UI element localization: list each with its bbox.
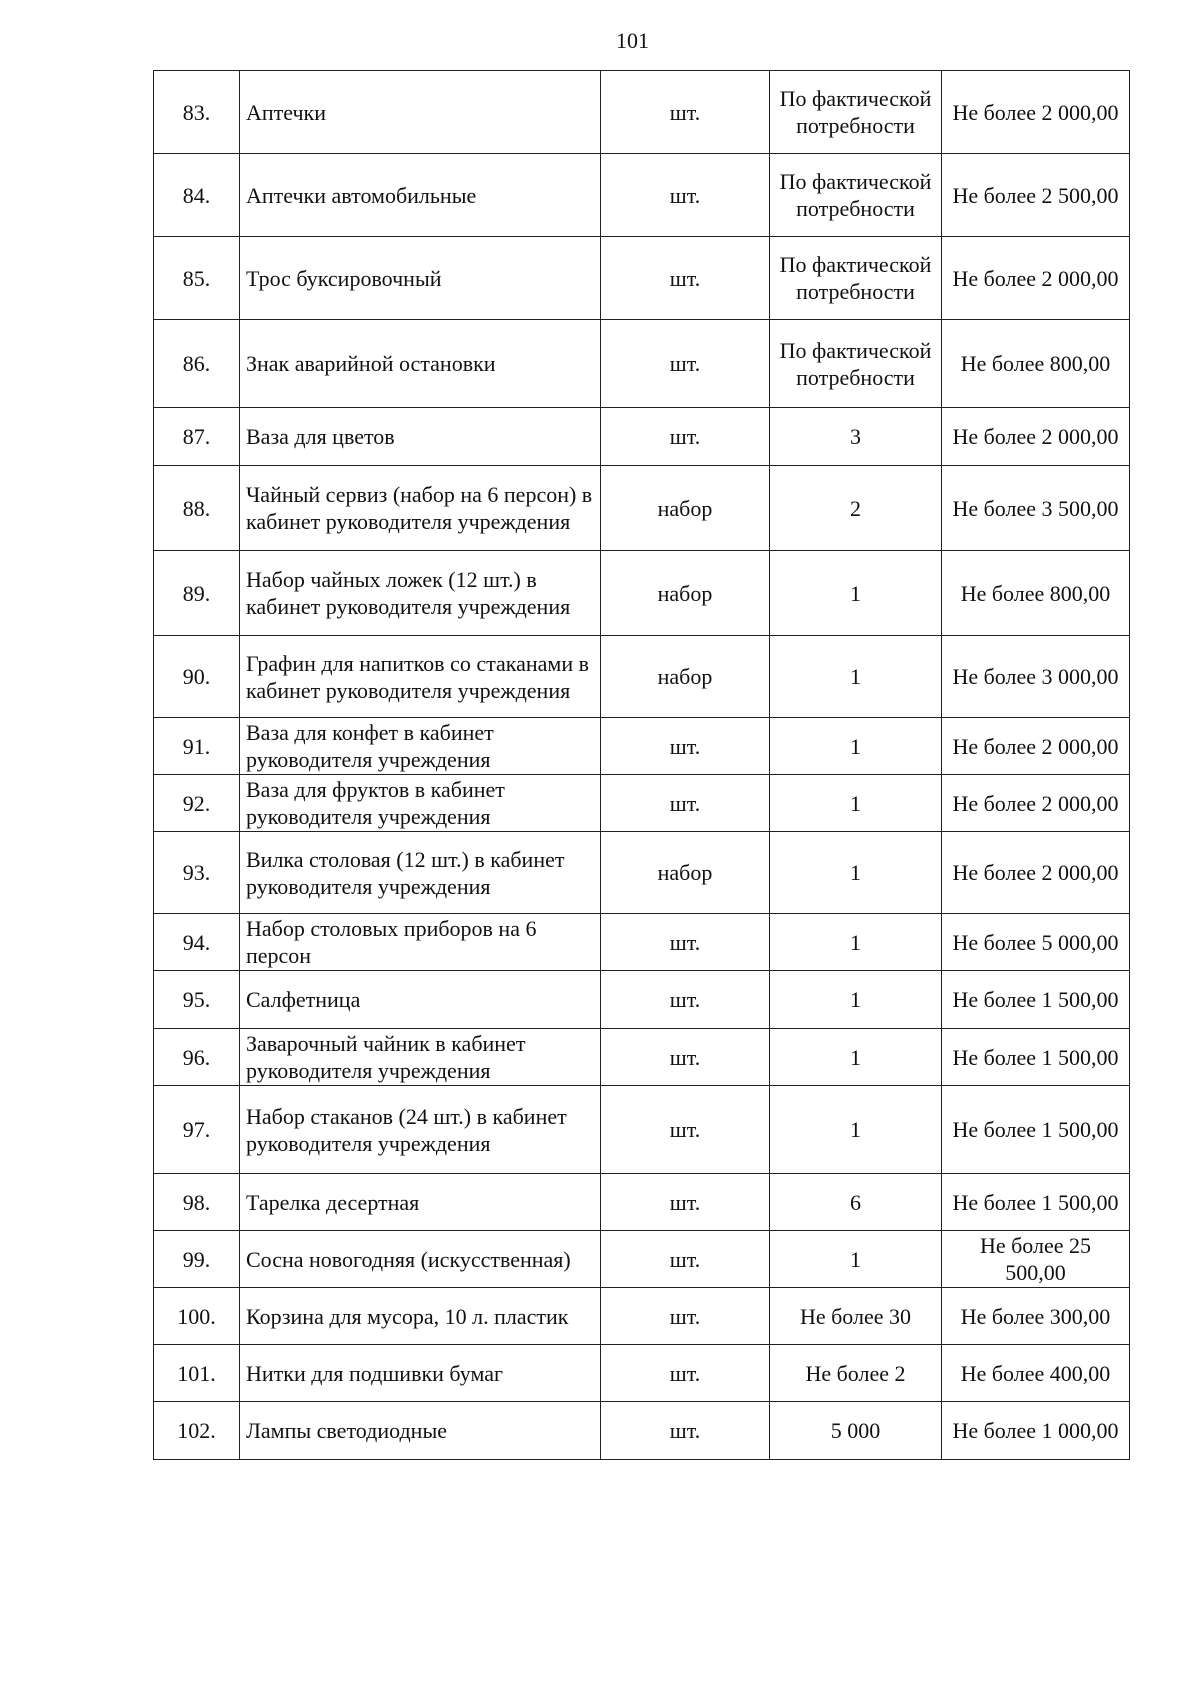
item-name-cell: Набор столовых приборов на 6 персон — [240, 914, 601, 971]
row-number-cell: 90. — [154, 636, 240, 718]
quantity-cell: По фактической потребности — [770, 71, 942, 154]
row-number-cell: 91. — [154, 718, 240, 775]
table-row — [154, 320, 1130, 408]
table-row — [154, 971, 1130, 1029]
price-cell: Не более 800,00 — [942, 320, 1130, 408]
unit-cell: шт. — [601, 408, 770, 466]
page-number: 101 — [616, 28, 649, 53]
item-name-cell: Салфетница — [240, 971, 601, 1029]
unit-cell: шт. — [601, 1345, 770, 1402]
quantity-cell: 2 — [770, 466, 942, 551]
quantity-cell: 1 — [770, 832, 942, 914]
row-number-cell: 86. — [154, 320, 240, 408]
unit-cell: шт. — [601, 775, 770, 832]
quantity-cell: По фактической потребности — [770, 320, 942, 408]
unit-cell: шт. — [601, 914, 770, 971]
items-table — [153, 70, 1130, 1460]
table-row — [154, 1345, 1130, 1402]
row-number-cell: 85. — [154, 237, 240, 320]
table-row — [154, 1288, 1130, 1345]
table-row — [154, 1231, 1130, 1288]
table-row — [154, 775, 1130, 832]
price-cell: Не более 1 500,00 — [942, 1029, 1130, 1086]
item-name-cell: Нитки для подшивки бумаг — [240, 1345, 601, 1402]
price-cell: Не более 2 000,00 — [942, 408, 1130, 466]
price-cell: Не более 2 000,00 — [942, 718, 1130, 775]
unit-cell: шт. — [601, 1174, 770, 1231]
quantity-cell: 1 — [770, 914, 942, 971]
unit-cell: шт. — [601, 154, 770, 237]
table-row — [154, 914, 1130, 971]
row-number-cell: 99. — [154, 1231, 240, 1288]
row-number-cell: 89. — [154, 551, 240, 636]
item-name-cell: Ваза для конфет в кабинет руководителя учреждения — [240, 718, 601, 775]
item-name-cell: Заварочный чайник в кабинет руководителя учреждения — [240, 1029, 601, 1086]
quantity-cell: 1 — [770, 1029, 942, 1086]
price-cell: Не более 2 500,00 — [942, 154, 1130, 237]
price-cell: Не более 1 000,00 — [942, 1402, 1130, 1460]
unit-cell: шт. — [601, 1288, 770, 1345]
price-cell: Не более 400,00 — [942, 1345, 1130, 1402]
price-cell: Не более 5 000,00 — [942, 914, 1130, 971]
quantity-cell: По фактической потребности — [770, 154, 942, 237]
table-row — [154, 636, 1130, 718]
unit-cell: набор — [601, 832, 770, 914]
item-name-cell: Лампы светодиодные — [240, 1402, 601, 1460]
item-name-cell: Графин для напитков со стаканами в кабинет руководителя учреждения — [240, 636, 601, 718]
row-number-cell: 93. — [154, 832, 240, 914]
table-row — [154, 1029, 1130, 1086]
table-row — [154, 718, 1130, 775]
item-name-cell: Чайный сервиз (набор на 6 персон) в кабинет руководителя учреждения — [240, 466, 601, 551]
table-row — [154, 1086, 1130, 1174]
table-row — [154, 551, 1130, 636]
unit-cell: шт. — [601, 971, 770, 1029]
quantity-cell: 6 — [770, 1174, 942, 1231]
row-number-cell: 84. — [154, 154, 240, 237]
quantity-cell: Не более 2 — [770, 1345, 942, 1402]
row-number-cell: 95. — [154, 971, 240, 1029]
item-name-cell: Сосна новогодняя (искусственная) — [240, 1231, 601, 1288]
row-number-cell: 87. — [154, 408, 240, 466]
price-cell: Не более 2 000,00 — [942, 237, 1130, 320]
row-number-cell: 94. — [154, 914, 240, 971]
price-cell: Не более 2 000,00 — [942, 832, 1130, 914]
price-cell: Не более 800,00 — [942, 551, 1130, 636]
unit-cell: набор — [601, 551, 770, 636]
quantity-cell: 5 000 — [770, 1402, 942, 1460]
unit-cell: шт. — [601, 1086, 770, 1174]
quantity-cell: 1 — [770, 718, 942, 775]
item-name-cell: Вилка столовая (12 шт.) в кабинет руководителя учреждения — [240, 832, 601, 914]
quantity-cell: 1 — [770, 1086, 942, 1174]
price-cell: Не более 3 000,00 — [942, 636, 1130, 718]
unit-cell: шт. — [601, 1231, 770, 1288]
price-cell: Не более 2 000,00 — [942, 71, 1130, 154]
item-name-cell: Аптечки автомобильные — [240, 154, 601, 237]
item-name-cell: Набор стаканов (24 шт.) в кабинет руководителя учреждения — [240, 1086, 601, 1174]
price-cell: Не более 2 000,00 — [942, 775, 1130, 832]
table-row — [154, 466, 1130, 551]
quantity-cell: 1 — [770, 775, 942, 832]
item-name-cell: Корзина для мусора, 10 л. пластик — [240, 1288, 601, 1345]
row-number-cell: 92. — [154, 775, 240, 832]
row-number-cell: 83. — [154, 71, 240, 154]
item-name-cell: Аптечки — [240, 71, 601, 154]
price-cell: Не более 300,00 — [942, 1288, 1130, 1345]
price-cell: Не более 1 500,00 — [942, 1086, 1130, 1174]
row-number-cell: 88. — [154, 466, 240, 551]
item-name-cell: Знак аварийной остановки — [240, 320, 601, 408]
row-number-cell: 102. — [154, 1402, 240, 1460]
price-cell: Не более 1 500,00 — [942, 971, 1130, 1029]
item-name-cell: Трос буксировочный — [240, 237, 601, 320]
row-number-cell: 97. — [154, 1086, 240, 1174]
quantity-cell: По фактической потребности — [770, 237, 942, 320]
table-row — [154, 71, 1130, 154]
unit-cell: набор — [601, 636, 770, 718]
table-row — [154, 154, 1130, 237]
item-name-cell: Тарелка десертная — [240, 1174, 601, 1231]
price-cell: Не более 3 500,00 — [942, 466, 1130, 551]
quantity-cell: 1 — [770, 1231, 942, 1288]
table-row — [154, 1402, 1130, 1460]
table-row — [154, 408, 1130, 466]
unit-cell: шт. — [601, 718, 770, 775]
unit-cell: шт. — [601, 1402, 770, 1460]
quantity-cell: 3 — [770, 408, 942, 466]
row-number-cell: 100. — [154, 1288, 240, 1345]
row-number-cell: 101. — [154, 1345, 240, 1402]
quantity-cell: 1 — [770, 636, 942, 718]
price-cell: Не более 25 500,00 — [942, 1231, 1130, 1288]
item-name-cell: Ваза для фруктов в кабинет руководителя учреждения — [240, 775, 601, 832]
row-number-cell: 98. — [154, 1174, 240, 1231]
table-row — [154, 237, 1130, 320]
quantity-cell: 1 — [770, 551, 942, 636]
unit-cell: набор — [601, 466, 770, 551]
quantity-cell: 1 — [770, 971, 942, 1029]
table-row — [154, 832, 1130, 914]
item-name-cell: Набор чайных ложек (12 шт.) в кабинет руководителя учреждения — [240, 551, 601, 636]
row-number-cell: 96. — [154, 1029, 240, 1086]
unit-cell: шт. — [601, 1029, 770, 1086]
table-row — [154, 1174, 1130, 1231]
item-name-cell: Ваза для цветов — [240, 408, 601, 466]
quantity-cell: Не более 30 — [770, 1288, 942, 1345]
price-cell: Не более 1 500,00 — [942, 1174, 1130, 1231]
unit-cell: шт. — [601, 320, 770, 408]
unit-cell: шт. — [601, 237, 770, 320]
unit-cell: шт. — [601, 71, 770, 154]
